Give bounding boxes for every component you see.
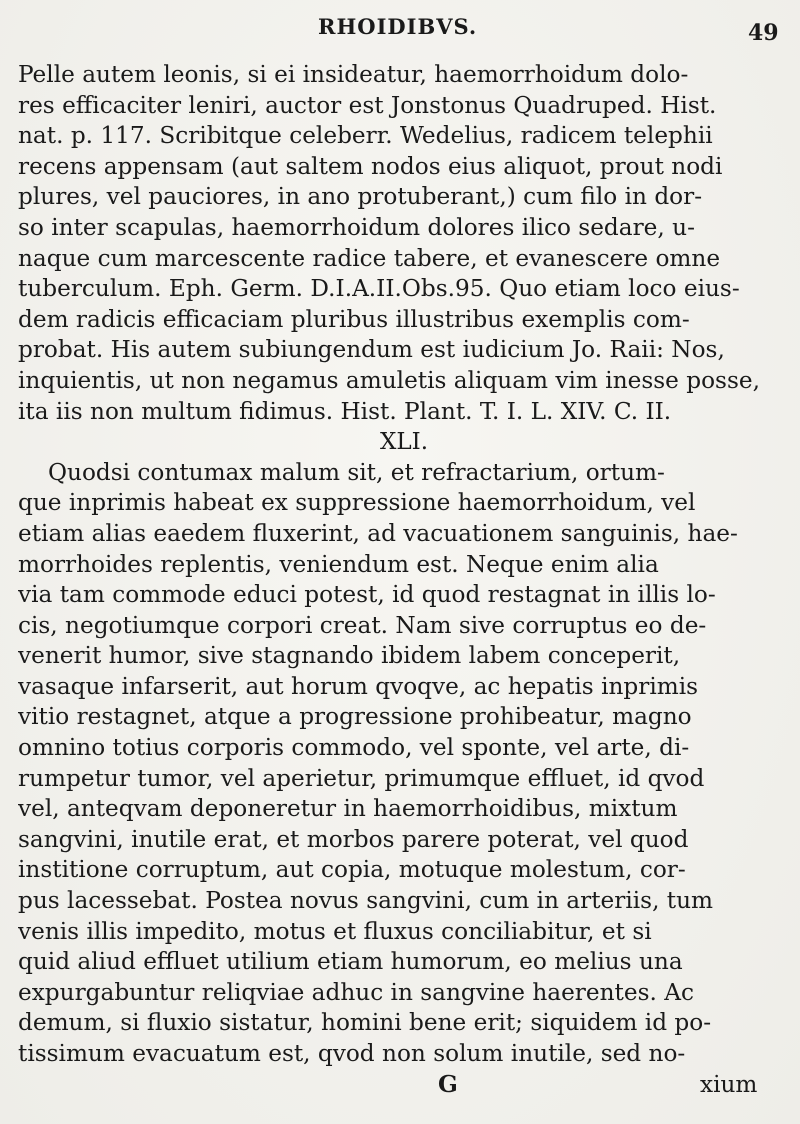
- text-line: inquientis, ut non negamus amuletis aliquam vim inesse posse,: [18, 366, 760, 394]
- text-line: cis, negotiumque corpori creat. Nam sive corruptus eo de-: [18, 611, 707, 639]
- page-number: 49: [748, 20, 779, 46]
- catchword: xium: [700, 1070, 758, 1098]
- text-line: etiam alias eaedem fluxerint, ad vacuationem sanguinis, hae-: [18, 519, 738, 547]
- text-line: que inprimis habeat ex suppressione haemorrhoidum, vel: [18, 489, 696, 517]
- text-line: venerit humor, sive stagnando ibidem labem conceperit,: [18, 642, 681, 670]
- text-line: recens appensam (aut saltem nodos eius aliquot, prout nodi: [18, 152, 723, 180]
- text-line: probat. His autem subiungendum est iudicium Jo. Raii: Nos,: [18, 336, 725, 364]
- text-line: vel, anteqvam deponeretur in haemorrhoidibus, mixtum: [18, 795, 678, 823]
- section-number: XLI.: [379, 429, 429, 456]
- text-line: Pelle autem leonis, si ei insideatur, haemorrhoidum dolo-: [18, 61, 689, 88]
- running-head: RHOIDIBVS.: [318, 14, 478, 39]
- text-line: naque cum marcescente radice tabere, et evanescere omne: [18, 244, 721, 272]
- text-line: venis illis impedito, motus et fluxus conciliabitur, et si: [18, 917, 652, 945]
- text-line: plures, vel pauciores, in ano protuberant,) cum filo in dor-: [18, 183, 703, 211]
- text-line: Quodsi contumax malum sit, et refractarium, ortum-: [48, 458, 665, 486]
- text-line: expurgabuntur reliqviae adhuc in sangvine haerentes. Ac: [18, 978, 694, 1006]
- text-line: via tam commode educi potest, id quod restagnat in illis lo-: [18, 581, 716, 609]
- text-line: dem radicis efficaciam pluribus illustribus exemplis com-: [18, 305, 690, 333]
- text-line: vitio restagnet, atque a progressione prohibeatur, magno: [18, 703, 692, 731]
- text-line: ita iis non multum fidimus. Hist. Plant. T. I. L. XIV. C. II.: [18, 397, 672, 425]
- text-line: rumpetur tumor, vel aperietur, primumque effluet, id qvod: [18, 764, 705, 792]
- text-line: morrhoides replentis, veniendum est. Neque enim alia: [18, 550, 659, 578]
- text-line: omnino totius corporis commodo, vel sponte, vel arte, di-: [18, 734, 690, 762]
- text-line: tuberculum. Eph. Germ. D.I.A.II.Obs.95. Quo etiam loco eius-: [18, 275, 740, 303]
- page-header: [0, 12, 800, 52]
- text-line: demum, si fluxio sistatur, homini bene erit; siquidem id po-: [18, 1009, 712, 1037]
- body-text: [18, 60, 790, 1100]
- signature-mark: G: [438, 1070, 458, 1098]
- text-line: quid aliud effluet utilium etiam humorum, eo melius una: [18, 948, 683, 976]
- text-line: tissimum evacuatum est, qvod non solum inutile, sed no-: [18, 1040, 686, 1067]
- text-line: vasaque infarserit, aut horum qvoqve, ac hepatis inprimis: [18, 672, 699, 700]
- text-line: res efficaciter leniri, auctor est Jonstonus Quadruped. Hist.: [18, 91, 717, 119]
- text-line: nat. p. 117. Scribitque celeberr. Wedelius, radicem telephii: [18, 122, 713, 150]
- page-footer: [18, 1070, 790, 1101]
- text-line: sangvini, inutile erat, et morbos parere poterat, vel quod: [18, 825, 689, 853]
- text-line: so inter scapulas, haemorrhoidum dolores ilico sedare, u-: [18, 213, 695, 241]
- text-line: institione corruptum, aut copia, motuque molestum, cor-: [18, 856, 686, 884]
- text-line: pus lacessebat. Postea novus sangvini, cum in arteriis, tum: [18, 887, 714, 915]
